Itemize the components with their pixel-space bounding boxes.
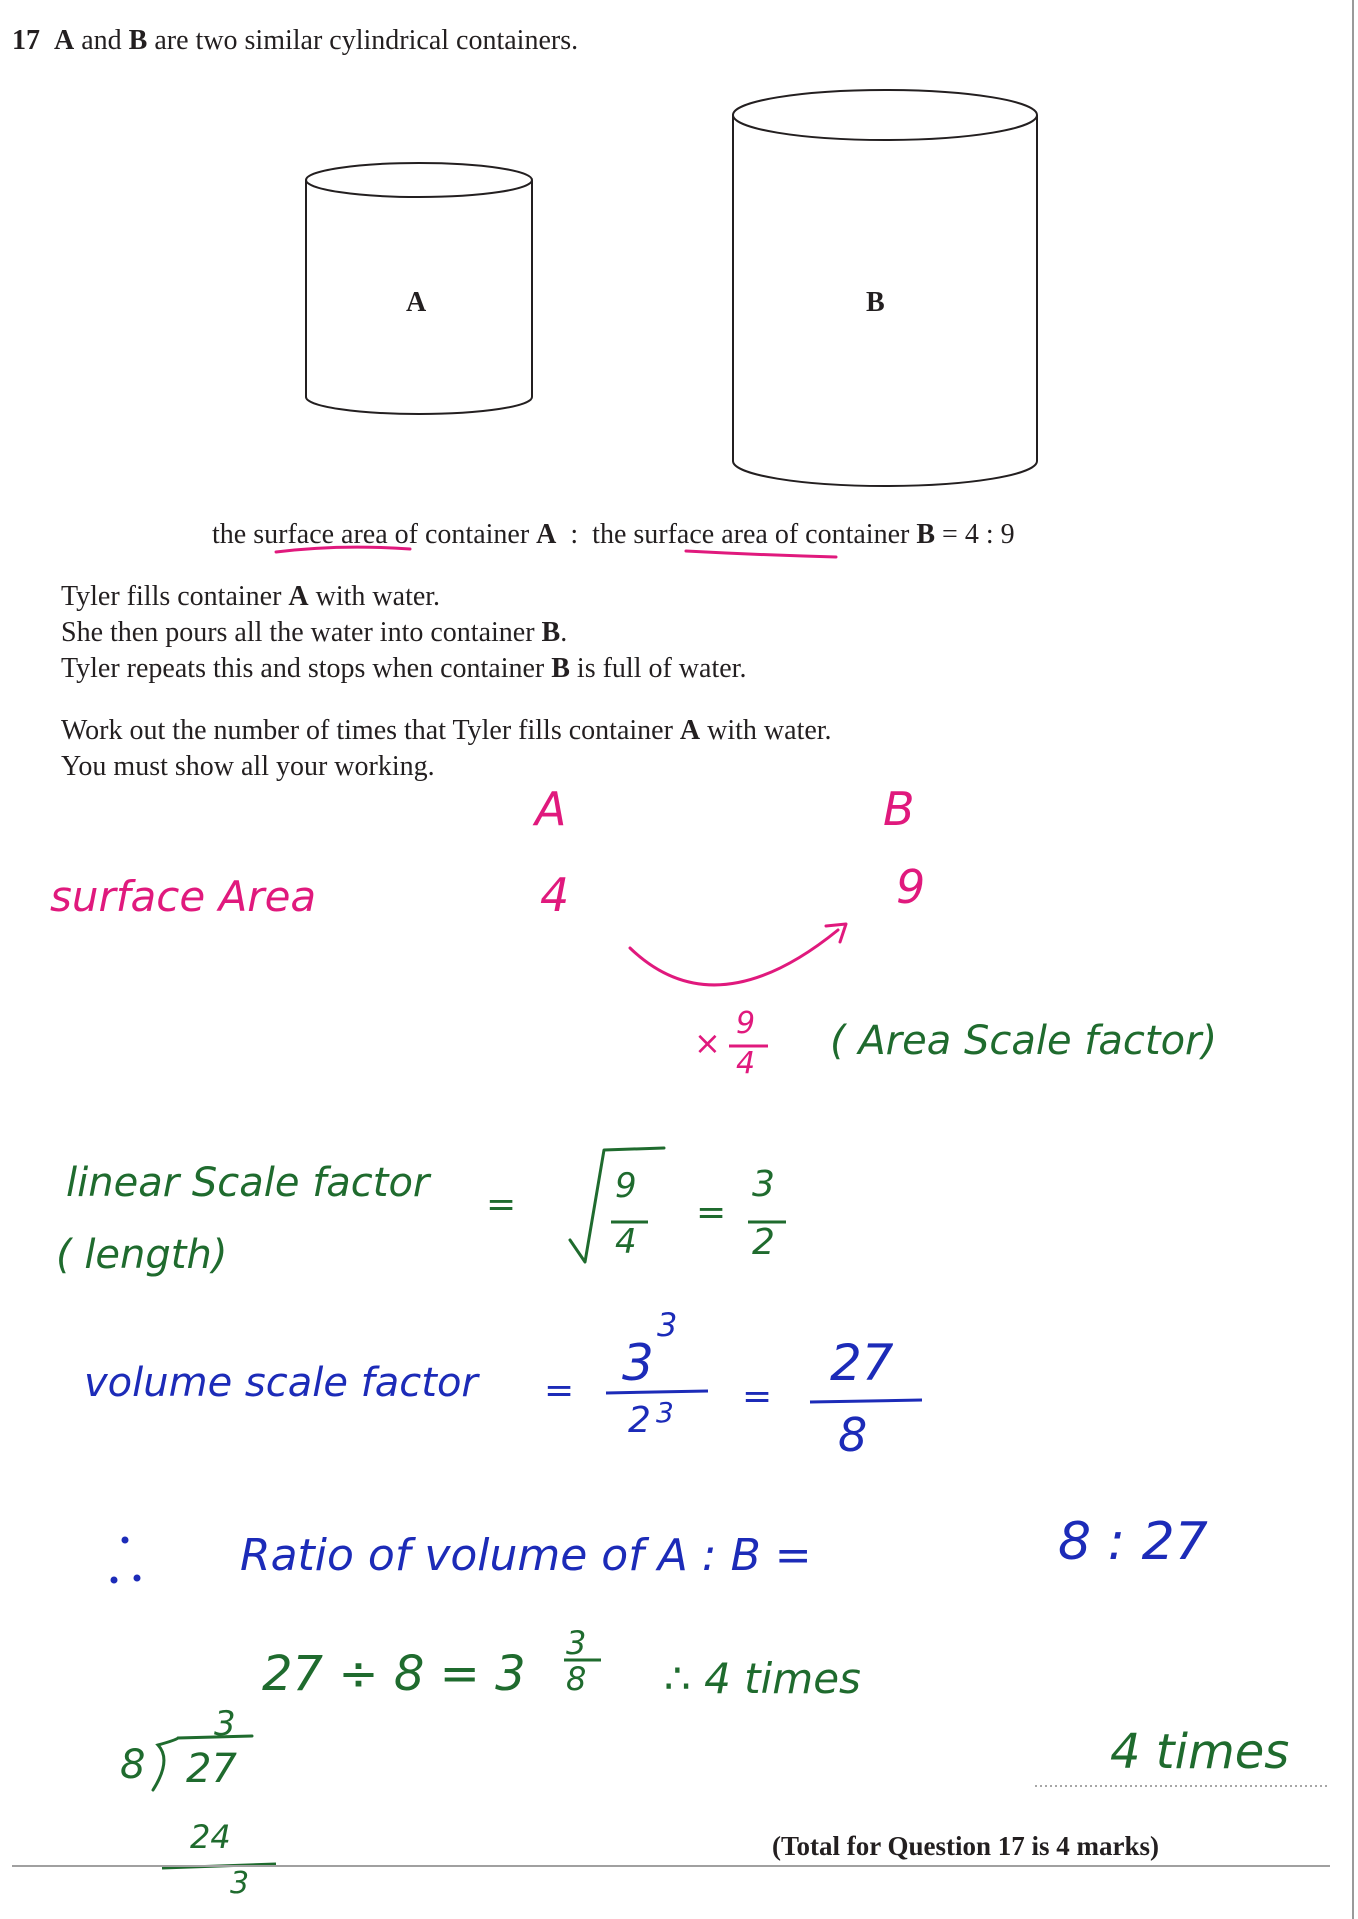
lsf-denominator: 2	[752, 1222, 775, 1263]
scale-arrow	[630, 930, 838, 985]
final-answer: 4 times	[1110, 1724, 1290, 1780]
paragraph-1-line-2: She then pours all the water into container B.	[61, 617, 568, 648]
paragraph-1-line-3: Tyler repeats this and stops when container B is full of water.	[61, 653, 747, 684]
vsf-equals-2: =	[742, 1376, 773, 1417]
working-col-b: B	[883, 782, 915, 836]
therefore-dots	[111, 1537, 141, 1584]
paragraph-1-line-1: Tyler fills container A with water.	[61, 581, 441, 612]
ratio-of-volume-value: 8 : 27	[1058, 1512, 1208, 1572]
mixed-fraction-denominator: 8	[566, 1660, 587, 1698]
conclusion: ∴ 4 times	[664, 1654, 861, 1703]
container-b-label: B	[866, 287, 885, 318]
area-scale-factor-label: ( Area Scale factor)	[830, 1018, 1218, 1064]
linear-scale-factor-label: linear Scale factor	[66, 1160, 430, 1206]
long-division-quotient: 3	[214, 1704, 236, 1744]
question-number: 17	[12, 25, 40, 56]
vsf-den-base: 2	[628, 1400, 651, 1441]
lsf-equals-2: =	[696, 1192, 727, 1233]
total-marks: (Total for Question 17 is 4 marks)	[772, 1831, 1160, 1861]
sqrt-denominator: 4	[615, 1222, 637, 1262]
long-division-subtract: 24	[190, 1818, 231, 1856]
lsf-equals-1: =	[486, 1184, 517, 1225]
surface-area-a: 4	[540, 868, 570, 922]
sqrt-numerator: 9	[615, 1166, 637, 1206]
container-a-label: A	[406, 287, 427, 318]
vsf-num-base: 3	[622, 1334, 654, 1392]
linear-scale-factor-sub: ( length)	[56, 1232, 228, 1278]
long-division-divisor: 8	[120, 1742, 146, 1788]
long-division-dividend: 27	[186, 1746, 237, 1792]
vsf-den-exp: 3	[656, 1396, 674, 1429]
volume-scale-factor-label: volume scale factor	[84, 1360, 478, 1406]
asf-numerator: 9	[736, 1006, 756, 1041]
cylinder-b	[733, 90, 1037, 486]
lsf-numerator: 3	[752, 1164, 775, 1205]
division-statement: 27 ÷ 8 = 3	[262, 1646, 526, 1702]
vsf-numerator: 27	[830, 1334, 894, 1392]
question-intro: 17 A and B are two similar cylindrical containers.	[12, 25, 579, 56]
vsf-num-exp: 3	[657, 1306, 678, 1344]
ratio-statement: the surface area of container A : the surface area of container B = 4 : 9	[212, 519, 1015, 550]
long-division-remainder: 3	[230, 1866, 250, 1901]
times-sign: ×	[694, 1024, 721, 1062]
vsf-denominator: 8	[838, 1408, 868, 1462]
paragraph-2-line-1: Work out the number of times that Tyler fills container A with water.	[61, 715, 832, 746]
ratio-of-volume-text: Ratio of volume of A : B =	[240, 1530, 812, 1581]
vsf-equals-1: =	[544, 1370, 575, 1411]
mixed-fraction-numerator: 3	[566, 1624, 587, 1662]
surface-area-label: surface Area	[50, 872, 317, 921]
asf-denominator: 4	[736, 1046, 756, 1081]
working-col-a: A	[535, 782, 567, 836]
surface-area-b: 9	[896, 860, 926, 914]
page-edge	[1352, 0, 1354, 1919]
paragraph-2-line-2: You must show all your working.	[61, 751, 435, 782]
